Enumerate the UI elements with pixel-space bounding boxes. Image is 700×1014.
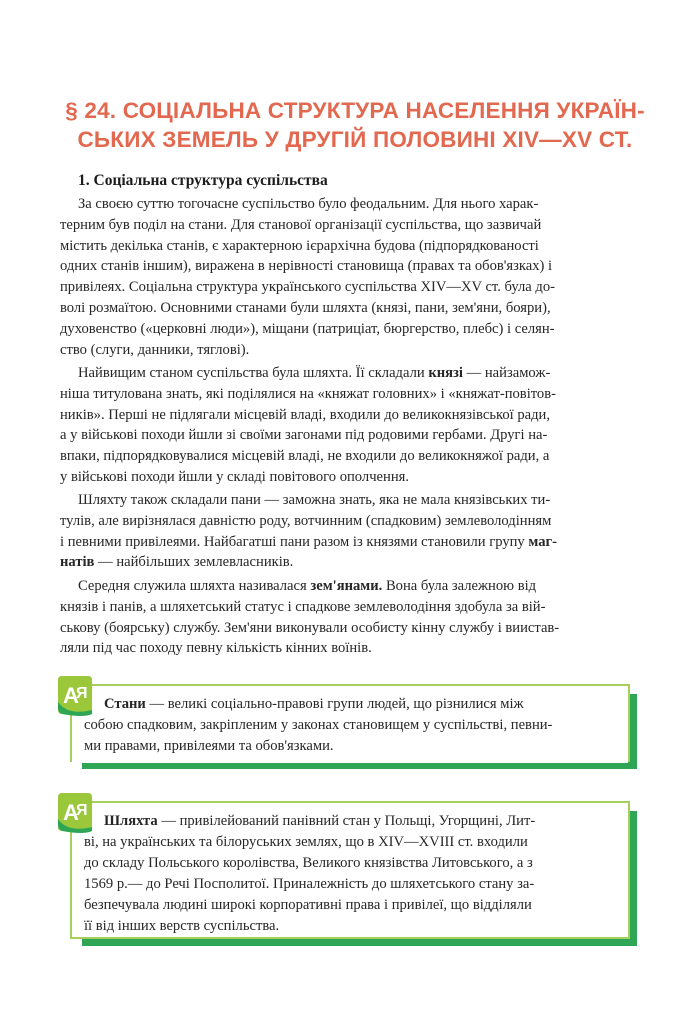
p3-text: — найбільших землевласників. (94, 554, 294, 571)
p4-text: Середня служила шляхта називалася (78, 578, 311, 594)
term-magnaty-start: маг- (528, 533, 557, 550)
p3-line: тулів, але вирізнялася давністю роду, вотчинним (спадковим) землеволодінням (60, 512, 552, 529)
p4-text: Вона була залежною від (382, 578, 537, 594)
svg-text:Я: Я (76, 802, 88, 819)
p2-text: — найзамож- (462, 365, 551, 381)
section-heading: 1. Соціальна структура суспільства (78, 172, 328, 189)
p1-line: волі розмаїтою. Основними станами були шляхта (князі, пани, зем'яни, бояри), (60, 299, 551, 316)
definition-box-shlyakhta (63, 800, 630, 939)
p1-line: містить декілька станів, є характерною ієрархічна будова (підпорядкованості (60, 237, 539, 254)
p1-line: привілеях. Соціальна структура українського суспільства XIV—XV ст. була до- (60, 279, 556, 296)
def-line (84, 811, 618, 832)
page-title (60, 96, 650, 154)
def-line: 1569 р.— до Речі Посполитої. Приналежність до шляхетського стану за- (84, 876, 535, 892)
p3-line (60, 552, 642, 573)
definition-text (72, 803, 628, 943)
def-text: — великі соціально-правові групи людей, що різнилися між (145, 696, 524, 712)
def-term: Стани (104, 696, 146, 712)
p2-line: ників». Перші не підлягали місцевій владі, входили до великокнязівської ради, (60, 406, 551, 423)
p2-line (60, 363, 642, 384)
box-shadow (630, 811, 637, 946)
term-magnaty-end: натів (60, 554, 95, 571)
p2-line: впаки, підпорядковувалися місцевій владі, не входили до великокняжої ради, а (60, 448, 550, 465)
p1-line: За своєю суттю тогочасне суспільство було феодальним. Для нього харак- (78, 196, 539, 212)
def-line: до складу Польського королівства, Великого князівства Литовського, а з (84, 855, 533, 871)
paragraph-1 (60, 194, 642, 360)
p1-line: одних станів іншим), виражена в нерівності становища (правах та обов'язках) і (60, 258, 553, 275)
p3-line (60, 532, 642, 553)
svg-text:Я: Я (76, 685, 88, 702)
p2-line: ніша титулована знать, які поділялися на «княжат головних» і «княжат-повітов- (60, 385, 556, 402)
p4-line: князів і панів, а шляхетський статус і спадкове землеволодіння здобула за вій- (60, 598, 546, 615)
box-shadow (630, 694, 637, 769)
p2-line: у військові походи йшли у складі повітового ополчення. (60, 468, 409, 485)
p2-text: Найвищим станом суспільства була шляхта. Її складали (78, 365, 429, 381)
paragraph-4 (60, 576, 642, 659)
term-knyazi: князі (428, 365, 463, 381)
definition-box-stany (63, 683, 630, 762)
title-line-1: § 24. СОЦІАЛЬНА СТРУКТУРА НАСЕЛЕННЯ УКРАЇН- (65, 98, 645, 123)
p4-line: ськову (боярську) службу. Зем'яни виконували особисту кінну службу і виистав- (60, 619, 560, 636)
paragraph-3 (60, 490, 642, 573)
def-line: собою спадковим, закріпленим у законах становищем у суспільстві, певни- (84, 717, 553, 733)
svg-text:A: A (63, 683, 79, 708)
dictionary-badge-icon (54, 672, 96, 718)
paragraph-2 (60, 363, 642, 488)
def-line: безпечувала людині широкі корпоративні права і привілеї, що відділяли (84, 897, 532, 913)
p1-line: ство (слуги, данники, тяглові). (60, 341, 250, 358)
def-line: ві, на українських та білоруських землях, що в XIV—XVIII ст. входили (84, 834, 528, 850)
dictionary-badge-icon (54, 789, 96, 835)
p4-line: ляли під час походу певну кількість кінних воїнів. (60, 640, 372, 657)
definition-text (72, 686, 628, 763)
p1-line: духовенство («церковні люди»), міщани (патриціат, бюргерство, плебс) і селян- (60, 320, 555, 337)
svg-text:A: A (63, 800, 79, 825)
def-line: її від інших верств суспільства. (84, 918, 280, 934)
term-zemyany: зем'янами. (310, 578, 383, 594)
p3-line: Шляхту також складали пани — заможна знать, яка не мала князівських ти- (78, 492, 551, 508)
def-text: — привілейований панівний стан у Польщі, Угорщині, Лит- (157, 813, 536, 829)
title-line-2: СЬКИХ ЗЕМЕЛЬ У ДРУГІЙ ПОЛОВИНІ XIV—XV СТ. (77, 127, 633, 152)
box-shadow (82, 762, 637, 769)
p4-line (60, 576, 642, 597)
p3-text: і певними привілеями. Найбагатші пани разом із князями становили групу (60, 533, 529, 550)
p1-line: терним був поділ на стани. Для станової організації суспільства, що зазвичай (60, 216, 542, 233)
def-line (84, 694, 618, 715)
def-line: ми правами, привілеями та обов'язками. (84, 738, 334, 754)
def-term: Шляхта (104, 813, 158, 829)
p2-line: а у військові походи йшли зі своїми загонами під родовими гербами. Другі на- (60, 427, 548, 444)
